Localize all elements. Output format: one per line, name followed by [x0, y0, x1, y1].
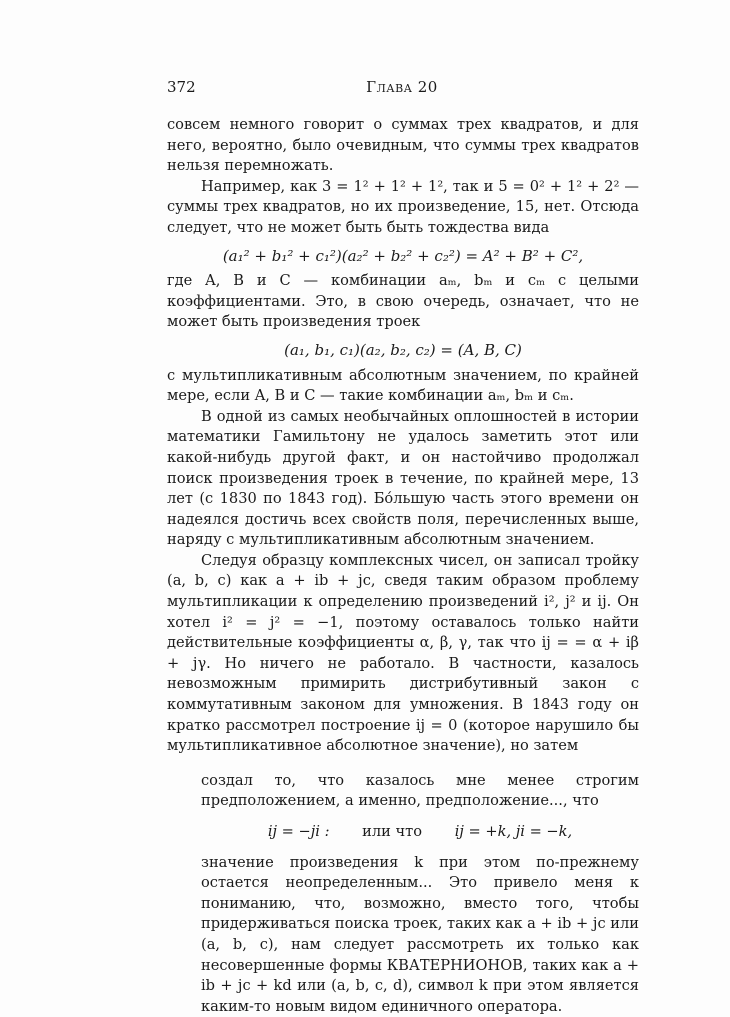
- paragraph-4: с мультипликативным абсолютным значением, по крайней мере, если A, B и C — такие комбинации aₘ, bₘ и cₘ.: [167, 366, 639, 405]
- formula-ij-k: ij = +k, ji = −k,: [454, 823, 573, 840]
- paragraph-1: совсем немного говорит о суммах трех квадратов, и для него, вероятно, было очевидным, что суммы трех квадратов нельзя перемножать.: [167, 116, 639, 175]
- page-number: 372: [167, 78, 196, 96]
- paragraph-2: Например, как 3 = 1² + 1² + 1², так и 5 = 0² + 1² + 2² — суммы трех квадратов, но их произведение, 15, нет. Отсюда следует, что не может быть быть тождества вида: [167, 177, 639, 236]
- main-text: [167, 115, 639, 1017]
- quote-part-1: создал то, что казалось мне менее строгим предположением, а именно, предположение..., что: [201, 771, 639, 810]
- formula-anticommute: ij = −ji :: [267, 823, 330, 840]
- formula-or-text: или что: [362, 823, 423, 840]
- paragraph-5: В одной из самых необычайных оплошностей в истории математики Гамильтону не удалось заметить этот или какой-нибудь другой факт, и он настойчиво продолжал поиск произведения троек в течение, по крайней мере, 13 лет (с 1830 по 1843 год). Бо́льшую часть этого времени он надеялся достичь всех свойств поля, перечисленных выше, наряду с мультипликативным абсолютным значением.: [167, 407, 639, 549]
- paragraph-3: где A, B и C — комбинации aₘ, bₘ и cₘ с целыми коэффициентами. Это, в свою очередь, означает, что не может быть произведения троек: [167, 272, 639, 331]
- quote-part-2: значение произведения k при этом по-прежнему остается неопределенным... Это привело меня к пониманию, что, возможно, вместо того, чтобы придерживаться поиска троек, таких как a + ib + jc или (a, b, c), нам следует рассмотреть их только как несовершенные формы КВАТЕРНИОНОВ, таких как a + ib + jc + kd или (a, b, c, d), символ k при этом является каким-то новым видом единичного оператора.: [201, 853, 639, 1015]
- formula-sum-of-squares: (a₁² + b₁² + c₁²)(a₂² + b₂² + c₂²) = A² + B² + C²,: [222, 246, 584, 265]
- hamilton-quote: [167, 771, 639, 1017]
- formula-triples-product: (a₁, b₁, c₁)(a₂, b₂, c₂) = (A, B, C): [284, 340, 522, 359]
- running-head: Глава 20: [366, 78, 438, 96]
- paragraph-6: Следуя образцу комплексных чисел, он записал тройку (a, b, c) как a + ib + jc, сведя таким образом проблему мультипликации к определению произведений i², j² и ij. Он хотел i² = j² = −1, поэтому оставалось только найти действительные коэффициенты α, β, γ, так что ij = = α + iβ + jγ. Но ничего не работало. В частности, казалось невозможным примирить дистрибутивный закон с коммутативным законом для умножения. В 1843 году он кратко рассмотрел построение ij = 0 (которое нарушило бы мультипликативное абсолютное значение), но затем: [167, 551, 639, 755]
- quote-formula: [201, 822, 639, 843]
- page-header: [163, 78, 641, 100]
